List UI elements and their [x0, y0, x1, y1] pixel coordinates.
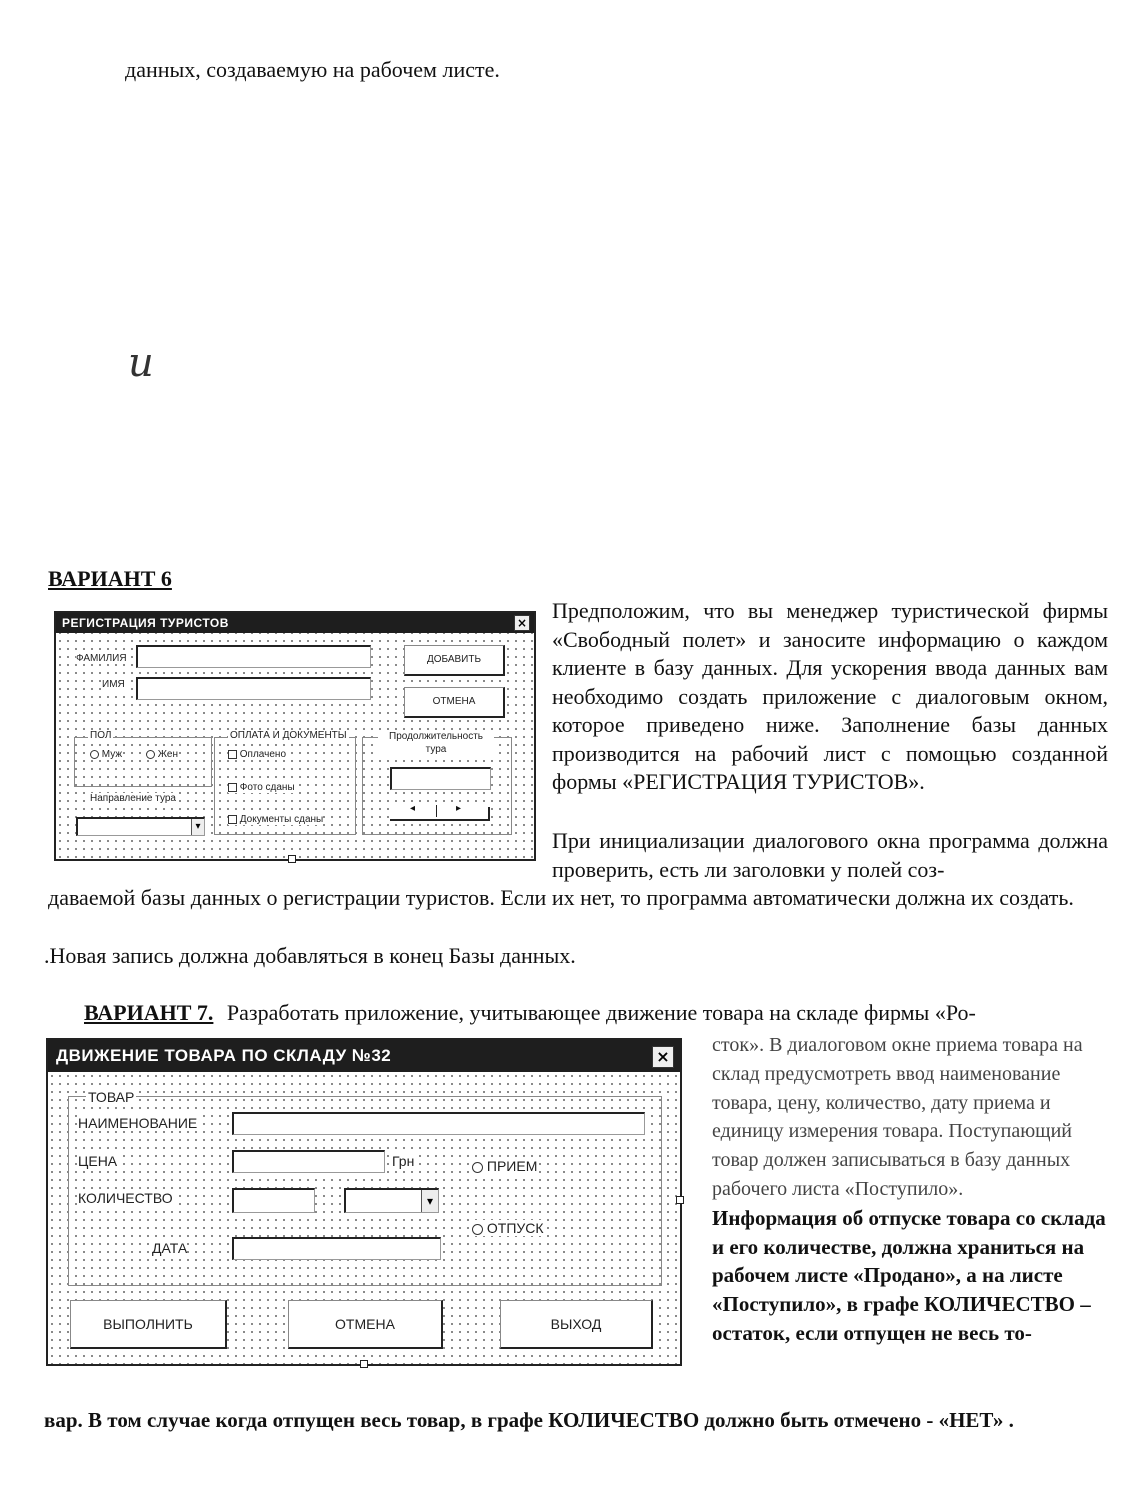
variant6-description: [552, 597, 1108, 797]
variant7-intro: Разработать приложение, учитывающее движение товара на складе фирмы «Ро-: [226, 1000, 976, 1025]
name-field[interactable]: [136, 677, 371, 700]
paid-option[interactable]: [228, 749, 286, 760]
gender-frame-label: ПОЛ: [90, 730, 112, 741]
spinner-divider: [436, 805, 437, 817]
resize-handle[interactable]: [288, 855, 296, 863]
photos-option[interactable]: [228, 782, 295, 793]
resize-handle-right[interactable]: [676, 1196, 684, 1204]
documents-option[interactable]: [228, 814, 323, 825]
duration-frame-label: Продолжительность тура: [378, 730, 494, 756]
surname-label: ФАМИЛИЯ: [76, 653, 127, 664]
release-radio[interactable]: [472, 1224, 483, 1235]
add-button[interactable]: ДОБАВИТЬ: [404, 645, 505, 676]
dialog-title: ДВИЖЕНИЕ ТОВАРА ПО СКЛАДУ №32: [56, 1046, 392, 1065]
price-field[interactable]: [232, 1150, 385, 1173]
cancel-button[interactable]: ОТМЕНА: [404, 687, 505, 718]
male-option[interactable]: [90, 749, 122, 760]
duration-field[interactable]: [390, 767, 491, 790]
variant7-side-text-normal: сток». В диалоговом окне приема товара на склад предусмотреть ввод наименование товара, цену, количество, дату приема и единицу измерения товара. Поступающий товар должен записываться в базу данных рабочего листа «Поступило».: [712, 1034, 1083, 1200]
direction-label: Направление тура: [90, 793, 176, 804]
date-label: ДАТА: [152, 1240, 188, 1256]
name-label: ИМЯ: [102, 679, 125, 690]
paid-checkbox[interactable]: [228, 750, 237, 759]
variant6-paragraph2-start: При инициализации диалогового окна программа должна проверить, есть ли заголовки у полей соз-: [552, 828, 1108, 882]
variant7-intro-line: [84, 999, 1104, 1028]
variant6-paragraph1: Предположим, что вы менеджер туристической фирмы «Свободный полет» и заносите информацию о каждом клиенте в базу данных. Для ускорения ввода данных вам необходимо создать приложение с диалоговым окном, которое приведено ниже. Заполнение базы данных производится на рабочий лист с помощью созданной формы «РЕГИСТРАЦИЯ ТУРИСТОВ».: [552, 598, 1108, 794]
duration-spinner[interactable]: [390, 803, 490, 821]
female-radio[interactable]: [146, 750, 155, 759]
payment-frame-label: ОПЛАТА И ДОКУМЕНТЫ: [230, 730, 347, 741]
exit-button[interactable]: ВЫХОД: [500, 1300, 653, 1349]
unit-combobox[interactable]: [344, 1188, 439, 1213]
receipt-radio[interactable]: [472, 1162, 483, 1173]
variant6-heading: ВАРИАНТ 6: [48, 566, 172, 591]
female-option-label: Жен: [157, 749, 178, 760]
name-field[interactable]: [232, 1112, 645, 1135]
photos-checkbox[interactable]: [228, 783, 237, 792]
stock-movement-dialog: [46, 1038, 682, 1366]
quantity-field[interactable]: [232, 1188, 315, 1213]
variant7-side-text-bold: Информация об отпуске товара со склада и его количестве, должна храниться на рабочем листе «Продано», а на листе «Поступило», в графе КОЛИЧЕСТВО – остаток, если отпущен не весь то-: [712, 1205, 1106, 1345]
dialog-title: РЕГИСТРАЦИЯ ТУРИСТОВ: [62, 616, 229, 630]
gender-frame: [74, 737, 212, 787]
dialog-title-bar: [48, 1040, 680, 1072]
variant6-paragraph3: .Новая запись должна добавляться в конец Базы данных.: [44, 943, 576, 968]
male-option-label: Муж: [101, 749, 123, 760]
chevron-down-icon[interactable]: ▾: [191, 819, 204, 835]
documents-label: Документы сданы: [239, 814, 324, 825]
variant7-heading: ВАРИАНТ 7.: [84, 1000, 214, 1025]
top-text-line: данных, создаваемую на рабочем листе.: [125, 57, 500, 82]
release-option[interactable]: [472, 1220, 544, 1236]
release-label: ОТПУСК: [486, 1220, 544, 1236]
male-radio[interactable]: [90, 750, 99, 759]
surname-field[interactable]: [136, 645, 371, 668]
dialog-title-bar: [56, 613, 534, 633]
goods-frame-label: ТОВАР: [88, 1089, 135, 1105]
currency-label: Грн: [392, 1153, 415, 1169]
execute-button[interactable]: ВЫПОЛНИТЬ: [70, 1300, 227, 1349]
price-label: ЦЕНА: [78, 1153, 118, 1169]
female-option[interactable]: [146, 749, 178, 760]
photos-label: Фото сданы: [239, 782, 295, 793]
spin-right-icon[interactable]: ▸: [456, 803, 462, 814]
receipt-option[interactable]: [472, 1158, 537, 1174]
quantity-label: КОЛИЧЕСТВО: [78, 1190, 173, 1206]
cancel-button[interactable]: ОТМЕНА: [288, 1300, 443, 1349]
receipt-label: ПРИЕМ: [486, 1158, 538, 1174]
direction-combobox[interactable]: [76, 817, 205, 836]
tourist-registration-dialog: [54, 611, 536, 861]
date-field[interactable]: [232, 1237, 441, 1260]
variant7-side-text: [712, 1031, 1106, 1348]
resize-handle-bottom[interactable]: [360, 1360, 368, 1368]
name-label: НАИМЕНОВАНИЕ: [78, 1115, 198, 1131]
handwritten-mark: и: [128, 340, 154, 386]
paid-label: Оплачено: [239, 749, 287, 760]
close-button[interactable]: ×: [652, 1046, 674, 1068]
variant7-bottom-text: вар. В том случае когда отпущен весь товар, в графе КОЛИЧЕСТВО должно быть отмечено - «НЕТ» .: [44, 1408, 1014, 1432]
spin-left-icon[interactable]: ◂: [410, 803, 416, 814]
close-button[interactable]: ×: [514, 615, 530, 631]
documents-checkbox[interactable]: [228, 815, 237, 824]
chevron-down-icon[interactable]: ▾: [421, 1190, 438, 1212]
variant6-paragraph2-end: даваемой базы данных о регистрации туристов. Если их нет, то программа автоматически должна их создать.: [48, 885, 1074, 910]
